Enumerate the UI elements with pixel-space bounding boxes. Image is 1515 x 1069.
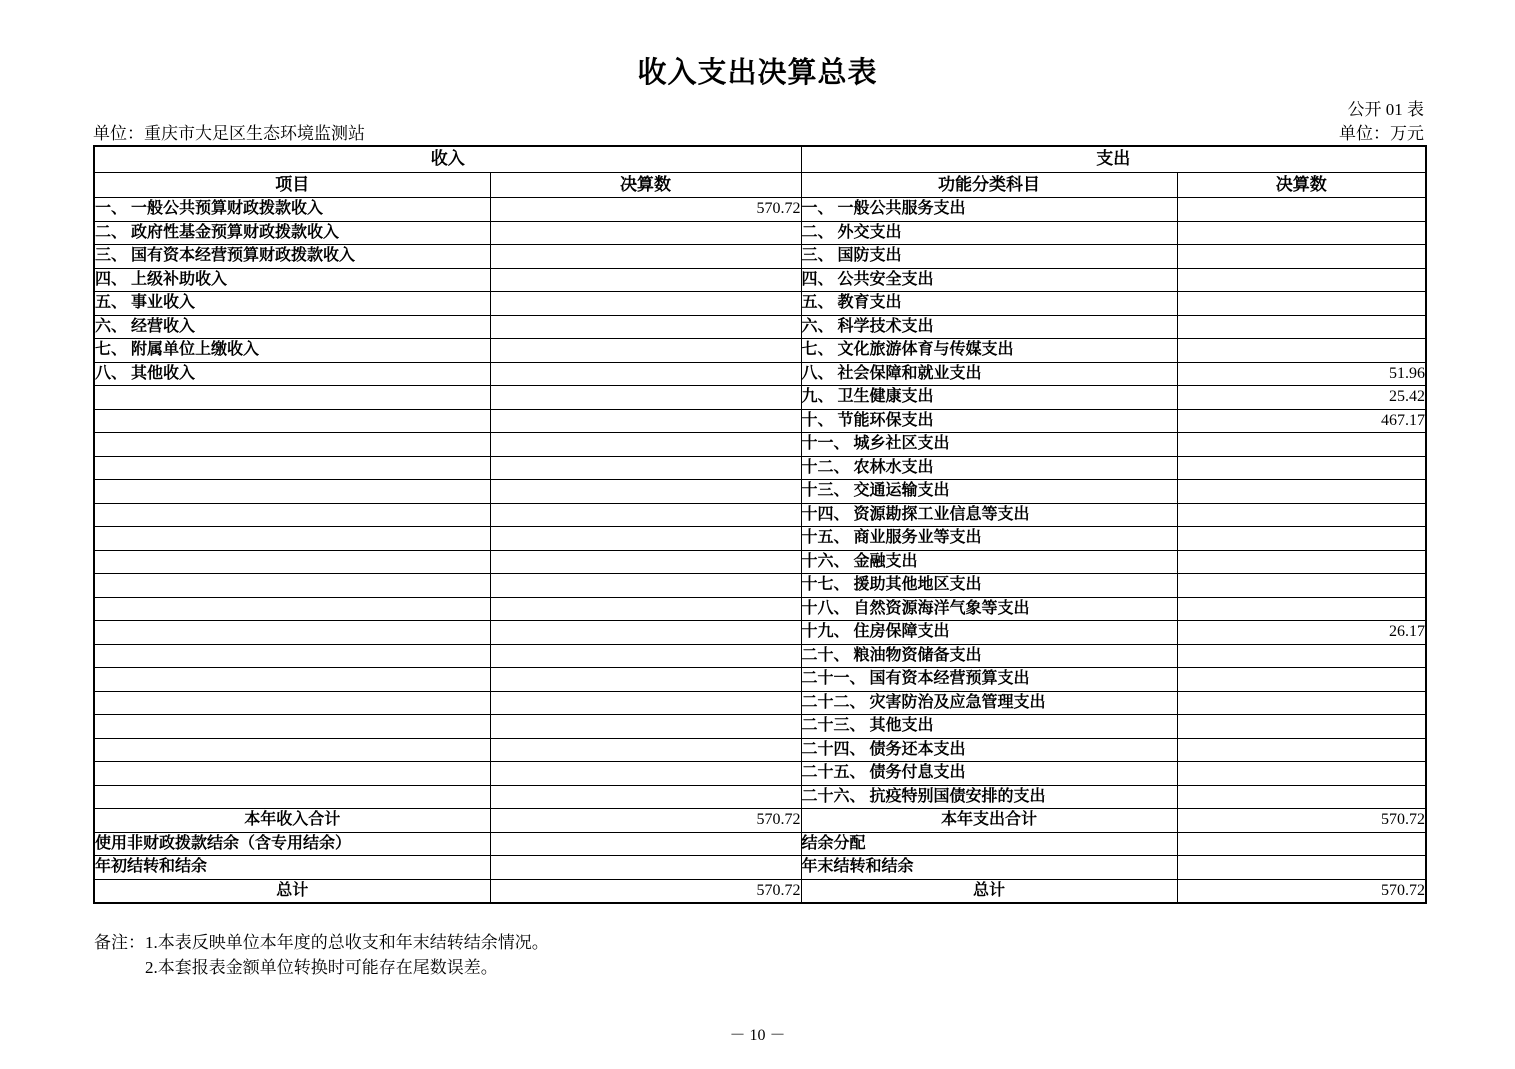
expense-amount-cell bbox=[1177, 221, 1426, 245]
expense-amount-cell bbox=[1177, 856, 1426, 880]
table-row bbox=[94, 268, 1426, 292]
income-item-cell bbox=[94, 527, 490, 551]
income-item-cell bbox=[94, 409, 490, 433]
note-line: 1.本表反映单位本年度的总收支和年末结转结余情况。 bbox=[145, 933, 549, 952]
income-item-cell bbox=[94, 738, 490, 762]
income-amount-cell bbox=[490, 762, 801, 786]
table-row bbox=[94, 433, 1426, 457]
income-amount-cell bbox=[490, 715, 801, 739]
table-body bbox=[94, 198, 1426, 903]
income-amount-cell bbox=[490, 832, 801, 856]
income-amount-cell bbox=[490, 221, 801, 245]
expense-amount-cell bbox=[1177, 762, 1426, 786]
expense-item-cell: 二十五、 债务付息支出 bbox=[801, 762, 1177, 786]
income-amount-cell bbox=[490, 456, 801, 480]
expense-amount-cell bbox=[1177, 738, 1426, 762]
income-item-cell: 本年收入合计 bbox=[94, 809, 490, 833]
expense-amount-cell bbox=[1177, 315, 1426, 339]
table-row bbox=[94, 221, 1426, 245]
notes-lines bbox=[145, 930, 549, 980]
income-amount-cell bbox=[490, 668, 801, 692]
expense-amount-cell bbox=[1177, 715, 1426, 739]
expense-amount-cell bbox=[1177, 433, 1426, 457]
expense-item-cell: 总计 bbox=[801, 879, 1177, 903]
expense-amount-cell: 51.96 bbox=[1177, 362, 1426, 386]
table-row bbox=[94, 856, 1426, 880]
expense-amount-cell bbox=[1177, 597, 1426, 621]
income-amount-cell bbox=[490, 292, 801, 316]
expense-amount-cell bbox=[1177, 198, 1426, 222]
table-row bbox=[94, 503, 1426, 527]
income-item-cell: 四、 上级补助收入 bbox=[94, 268, 490, 292]
income-amount-cell bbox=[490, 550, 801, 574]
income-amount-cell bbox=[490, 339, 801, 363]
income-item-cell bbox=[94, 386, 490, 410]
income-item-cell bbox=[94, 668, 490, 692]
expense-amount-column-header: 决算数 bbox=[1177, 173, 1426, 198]
expense-amount-cell bbox=[1177, 832, 1426, 856]
table-row bbox=[94, 550, 1426, 574]
table-row bbox=[94, 315, 1426, 339]
expense-item-cell: 三、 国防支出 bbox=[801, 245, 1177, 269]
expense-amount-cell: 467.17 bbox=[1177, 409, 1426, 433]
income-amount-cell bbox=[490, 386, 801, 410]
table-row bbox=[94, 245, 1426, 269]
income-section-header: 收入 bbox=[94, 146, 801, 173]
income-amount-cell bbox=[490, 315, 801, 339]
expense-amount-cell bbox=[1177, 574, 1426, 598]
income-amount-cell bbox=[490, 480, 801, 504]
expense-item-cell: 二十一、 国有资本经营预算支出 bbox=[801, 668, 1177, 692]
expense-amount-cell bbox=[1177, 668, 1426, 692]
income-amount-cell: 570.72 bbox=[490, 198, 801, 222]
table-row bbox=[94, 456, 1426, 480]
expense-amount-cell bbox=[1177, 268, 1426, 292]
income-item-cell bbox=[94, 644, 490, 668]
expense-item-cell: 二十三、 其他支出 bbox=[801, 715, 1177, 739]
expense-item-cell: 十三、 交通运输支出 bbox=[801, 480, 1177, 504]
column-header-row bbox=[94, 173, 1426, 198]
page-number: － 10 － bbox=[729, 1027, 786, 1044]
expense-amount-cell: 570.72 bbox=[1177, 879, 1426, 903]
income-item-cell: 年初结转和结余 bbox=[94, 856, 490, 880]
income-item-cell: 二、 政府性基金预算财政拨款收入 bbox=[94, 221, 490, 245]
expense-item-cell: 二十二、 灾害防治及应急管理支出 bbox=[801, 691, 1177, 715]
income-item-cell bbox=[94, 762, 490, 786]
budget-summary-table bbox=[93, 145, 1427, 904]
income-amount-cell bbox=[490, 644, 801, 668]
table-row bbox=[94, 480, 1426, 504]
expense-item-column-header: 功能分类科目 bbox=[801, 173, 1177, 198]
expense-amount-cell bbox=[1177, 339, 1426, 363]
total-row bbox=[94, 879, 1426, 903]
table-row bbox=[94, 527, 1426, 551]
expense-item-cell: 十九、 住房保障支出 bbox=[801, 621, 1177, 645]
expense-item-cell: 结余分配 bbox=[801, 832, 1177, 856]
expense-amount-cell bbox=[1177, 480, 1426, 504]
expense-section-header: 支出 bbox=[801, 146, 1426, 173]
expense-amount-cell bbox=[1177, 292, 1426, 316]
income-item-cell bbox=[94, 785, 490, 809]
notes bbox=[94, 930, 549, 980]
expense-item-cell: 二十六、 抗疫特别国债安排的支出 bbox=[801, 785, 1177, 809]
income-amount-cell bbox=[490, 785, 801, 809]
expense-item-cell: 十二、 农林水支出 bbox=[801, 456, 1177, 480]
expense-amount-cell bbox=[1177, 691, 1426, 715]
expense-amount-cell: 570.72 bbox=[1177, 809, 1426, 833]
expense-item-cell: 本年支出合计 bbox=[801, 809, 1177, 833]
income-amount-column-header: 决算数 bbox=[490, 173, 801, 198]
expense-item-cell: 十、 节能环保支出 bbox=[801, 409, 1177, 433]
income-item-cell bbox=[94, 574, 490, 598]
expense-item-cell: 九、 卫生健康支出 bbox=[801, 386, 1177, 410]
income-item-cell: 三、 国有资本经营预算财政拨款收入 bbox=[94, 245, 490, 269]
expense-item-cell: 七、 文化旅游体育与传媒支出 bbox=[801, 339, 1177, 363]
income-amount-cell bbox=[490, 409, 801, 433]
income-item-cell: 一、 一般公共预算财政拨款收入 bbox=[94, 198, 490, 222]
income-item-column-header: 项目 bbox=[94, 173, 490, 198]
income-amount-cell bbox=[490, 738, 801, 762]
total-row bbox=[94, 809, 1426, 833]
expense-amount-cell bbox=[1177, 550, 1426, 574]
income-item-cell: 七、 附属单位上缴收入 bbox=[94, 339, 490, 363]
table-row bbox=[94, 785, 1426, 809]
table-row bbox=[94, 738, 1426, 762]
income-amount-cell: 570.72 bbox=[490, 809, 801, 833]
income-item-cell bbox=[94, 503, 490, 527]
expense-item-cell: 二十、 粮油物资储备支出 bbox=[801, 644, 1177, 668]
income-amount-cell: 570.72 bbox=[490, 879, 801, 903]
page-title: 收入支出决算总表 bbox=[637, 57, 878, 89]
section-header-row bbox=[94, 146, 1426, 173]
income-item-cell: 使用非财政拨款结余（含专用结余） bbox=[94, 832, 490, 856]
table-row bbox=[94, 198, 1426, 222]
expense-item-cell: 十四、 资源勘探工业信息等支出 bbox=[801, 503, 1177, 527]
income-item-cell: 总计 bbox=[94, 879, 490, 903]
table-row bbox=[94, 292, 1426, 316]
income-amount-cell bbox=[490, 856, 801, 880]
table-row bbox=[94, 832, 1426, 856]
expense-amount-cell bbox=[1177, 503, 1426, 527]
income-item-cell bbox=[94, 480, 490, 504]
table-row bbox=[94, 597, 1426, 621]
income-amount-cell bbox=[490, 574, 801, 598]
table-row bbox=[94, 409, 1426, 433]
expense-item-cell: 二十四、 债务还本支出 bbox=[801, 738, 1177, 762]
income-amount-cell bbox=[490, 268, 801, 292]
expense-amount-cell bbox=[1177, 785, 1426, 809]
expense-amount-cell bbox=[1177, 644, 1426, 668]
table-row bbox=[94, 574, 1426, 598]
expense-amount-cell bbox=[1177, 527, 1426, 551]
table-row bbox=[94, 362, 1426, 386]
income-amount-cell bbox=[490, 527, 801, 551]
expense-item-cell: 六、 科学技术支出 bbox=[801, 315, 1177, 339]
income-item-cell: 五、 事业收入 bbox=[94, 292, 490, 316]
doc-label: 公开 01 表 bbox=[1347, 100, 1424, 119]
expense-amount-cell bbox=[1177, 245, 1426, 269]
expense-item-cell: 八、 社会保障和就业支出 bbox=[801, 362, 1177, 386]
table-row bbox=[94, 762, 1426, 786]
income-item-cell bbox=[94, 621, 490, 645]
expense-amount-cell: 25.42 bbox=[1177, 386, 1426, 410]
table-row bbox=[94, 339, 1426, 363]
expense-amount-cell bbox=[1177, 456, 1426, 480]
notes-label: 备注： bbox=[94, 933, 145, 952]
income-amount-cell bbox=[490, 597, 801, 621]
expense-item-cell: 五、 教育支出 bbox=[801, 292, 1177, 316]
income-item-cell bbox=[94, 715, 490, 739]
income-amount-cell bbox=[490, 691, 801, 715]
income-item-cell bbox=[94, 456, 490, 480]
unit-name: 单位：重庆市大足区生态环境监测站 bbox=[93, 124, 365, 143]
income-amount-cell bbox=[490, 245, 801, 269]
income-item-cell bbox=[94, 691, 490, 715]
unit-measure: 单位：万元 bbox=[1339, 124, 1424, 143]
table-row bbox=[94, 621, 1426, 645]
expense-item-cell: 年末结转和结余 bbox=[801, 856, 1177, 880]
expense-item-cell: 四、 公共安全支出 bbox=[801, 268, 1177, 292]
table-row bbox=[94, 386, 1426, 410]
expense-item-cell: 十八、 自然资源海洋气象等支出 bbox=[801, 597, 1177, 621]
income-amount-cell bbox=[490, 621, 801, 645]
table-row bbox=[94, 691, 1426, 715]
expense-item-cell: 一、 一般公共服务支出 bbox=[801, 198, 1177, 222]
expense-item-cell: 十一、 城乡社区支出 bbox=[801, 433, 1177, 457]
expense-item-cell: 二、 外交支出 bbox=[801, 221, 1177, 245]
table-row bbox=[94, 668, 1426, 692]
income-amount-cell bbox=[490, 362, 801, 386]
income-item-cell: 六、 经营收入 bbox=[94, 315, 490, 339]
table-row bbox=[94, 644, 1426, 668]
income-item-cell: 八、 其他收入 bbox=[94, 362, 490, 386]
note-line: 2.本套报表金额单位转换时可能存在尾数误差。 bbox=[145, 958, 498, 977]
income-item-cell bbox=[94, 433, 490, 457]
expense-item-cell: 十五、 商业服务业等支出 bbox=[801, 527, 1177, 551]
expense-amount-cell: 26.17 bbox=[1177, 621, 1426, 645]
expense-item-cell: 十六、 金融支出 bbox=[801, 550, 1177, 574]
income-item-cell bbox=[94, 550, 490, 574]
table-row bbox=[94, 715, 1426, 739]
expense-item-cell: 十七、 援助其他地区支出 bbox=[801, 574, 1177, 598]
income-item-cell bbox=[94, 597, 490, 621]
income-amount-cell bbox=[490, 503, 801, 527]
income-amount-cell bbox=[490, 433, 801, 457]
